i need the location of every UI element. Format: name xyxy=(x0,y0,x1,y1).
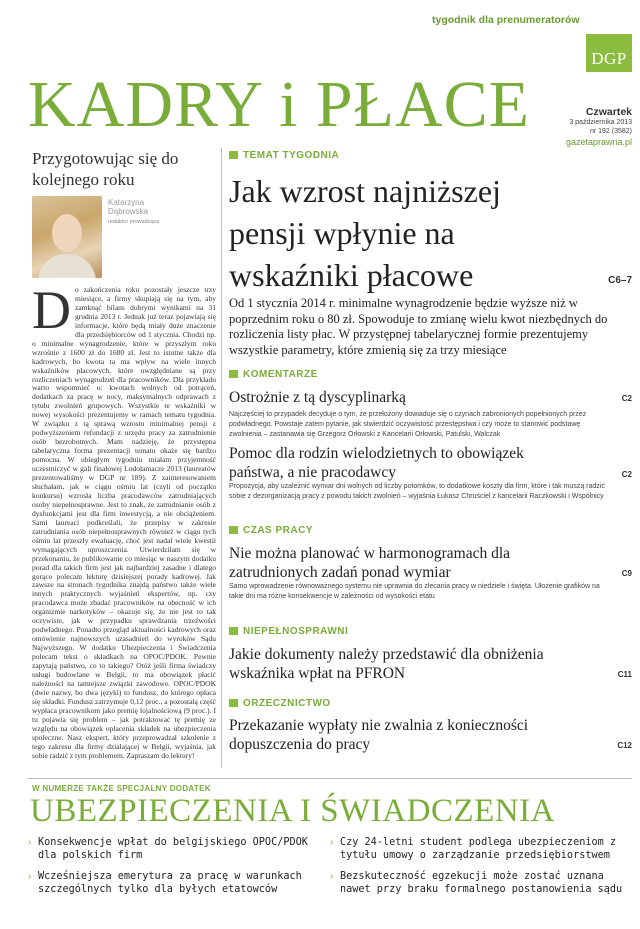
supplement-item[interactable] xyxy=(28,870,318,896)
issue-date: 3 października 2013 xyxy=(569,119,632,126)
main-headline[interactable]: Jak wzrost najniższej pensji wpłynie na wskaźniki płacowe xyxy=(229,173,501,293)
supplement-title[interactable]: UBEZPIECZENIA I ŚWIADCZENIA xyxy=(30,793,555,829)
photo-shoulders xyxy=(38,254,96,278)
editorial-title: Przygotowując się do kolejnego roku xyxy=(32,149,179,189)
author-role: redaktor prowadząca xyxy=(108,219,160,225)
article-page-ref: C2 xyxy=(621,470,632,479)
section-label-komentarze: KOMENTARZE xyxy=(229,369,318,380)
masthead-title: KADRY i PŁACE xyxy=(28,68,530,141)
article-summary: Samo wprowadzenie równoważnego systemu nie uprawnia do zlecania pracy w niedziele i święta. Ułożenie grafików na takie dni ma różne konsekwencje w zależności od wysokości etatu xyxy=(229,583,600,600)
supplement-item-text: Bezskuteczność egzekucji może zostać uznana nawet przy braku formalnego postanowienia sądu xyxy=(340,871,623,895)
dgp-logo[interactable]: DGP xyxy=(586,34,632,72)
article-page-ref: C9 xyxy=(621,569,632,578)
supplement-item-text: Czy 24-letni student podlega ubezpieczeniom z tytułu umowy o zarządzanie przedsiębiorstwem xyxy=(340,837,617,861)
article-headline[interactable]: Jakie dokumenty należy przedstawić dla obniżenia wskaźnika wpłat na PFRON xyxy=(229,646,544,682)
photo-face xyxy=(52,214,82,252)
chevron-right-icon: › xyxy=(28,837,32,848)
drop-cap: D xyxy=(32,280,71,340)
chevron-right-icon: › xyxy=(28,871,32,882)
supplement-divider xyxy=(28,778,632,779)
article-headline[interactable]: Nie można planować w harmonogramach dla zatrudnionych zadań ponad wymiar xyxy=(229,545,511,581)
supplement-item-text: Konsekwencje wpłat do belgijskiego OPOC/PDOK dla polskich firm xyxy=(38,837,308,861)
section-label-orzecznictwo: ORZECZNICTWO xyxy=(229,698,331,709)
author-block xyxy=(108,198,168,225)
main-lead: Od 1 stycznia 2014 r. minimalne wynagrodzenie będzie wyższe niż w poprzednim roku o 80 zł. Spowoduje to zmianę wielu kwot niezbędnych do rozliczenia listy płac. W przystępnej tabelarycznej formie prezentujemy wszystkie parametry, które zmienią się za trzy miesiące xyxy=(229,296,608,357)
editorial-body xyxy=(32,280,216,761)
column-divider xyxy=(221,148,222,768)
supplement-label: W NUMERZE TAKŻE SPECJALNY DODATEK xyxy=(32,784,211,793)
section-label-niepelnosprawni: NIEPEŁNOSPRAWNI xyxy=(229,626,348,637)
chevron-right-icon: › xyxy=(330,837,334,848)
article-summary: Propozycja, aby uzależnić wymiar dni wolnych od liczby potomków, to dodatkowe koszty dla firm, które i tak muszą radzić sobie z dezorganizacją pracy z powodu takich zwolnień – wyjaśnia Łukasz Chruściel z kancelarii Raczkowski i Wspólnicy xyxy=(229,483,605,500)
section-label-main: TEMAT TYGODNIA xyxy=(229,150,339,161)
website-link[interactable]: gazetaprawna.pl xyxy=(565,137,632,147)
section-label-czas-pracy: CZAS PRACY xyxy=(229,525,313,536)
issue-day: Czwartek xyxy=(585,106,632,118)
author-name: Katarzyna Dąbrowska xyxy=(108,198,149,216)
article-headline[interactable]: Przekazanie wypłaty nie zwalnia z konieczności dopuszczenia do pracy xyxy=(229,717,529,753)
issue-number: nr 192 (3582) xyxy=(589,128,632,135)
tagline: tygodnik dla prenumeratorów xyxy=(432,14,580,26)
article-headline[interactable]: Ostrożnie z tą dyscyplinarką xyxy=(229,389,406,406)
supplement-item[interactable] xyxy=(330,870,632,896)
article-headline[interactable]: Pomoc dla rodzin wielodzietnych to obowiązek państwa, a nie pracodawcy xyxy=(229,445,524,481)
issue-info xyxy=(566,106,632,147)
supplement-item[interactable] xyxy=(28,836,318,862)
main-page-ref: C6–7 xyxy=(608,275,632,286)
article-page-ref: C11 xyxy=(617,670,632,679)
editorial-column xyxy=(28,148,216,760)
article-summary: Najczęściej to przypadek decyduje o tym, że przełożony dowiaduje się o czynach zabronionych popełnionych przez podwładnego. Powstaje zatem pytanie, jak stwierdzić oczywistość przestępstwa i czy może to stanowić podstawę zwolnienia – zastanawia się Grzegorz Orłowski z Kancelarii Orłowski, Patulski, Walczak xyxy=(229,411,587,438)
supplement-item[interactable] xyxy=(330,836,632,862)
chevron-right-icon: › xyxy=(330,871,334,882)
supplement-item-text: Wcześniejsza emerytura za pracę w warunkach szczególnych tylko dla byłych etatowców xyxy=(38,871,302,895)
article-page-ref: C2 xyxy=(621,394,632,403)
editorial-text: o zakończenia roku pozostały jeszcze trzy miesiące, a firmy skupiają się na tym, aby zamknąć bilans dobrymi wynikami na 31 grudnia 2013 r. Jednak już teraz pojawiają się informacje, które będą miały duże znaczenie dla przedsiębiorców od 1 stycznia. Chodzi np. o minimalne wynagrodzenie, które w przyszłym roku wzrośnie z 1600 zł do 1680 zł. Jest to istotne także dla kadrowych, bo kwota ta ma wpływ na wiele innych wskaźników płacowych, które uwzględniane są przy rozliczeniach wynagrodzeń dla pracowników. Dla przykładu warto wspomnieć o: kwotach wolnych od potrąceń, dodatkach za pracę w nocy, maksymalnych odprawach z tytułu zwolnień grupowych. Wszystkie te wskaźniki w nowej wysokości prezentujemy w ramach tematu tygodnia. W związku z tą sprawą wzrostu minimalnej pensji z podwyższeniem refundacji z urzędu pracy za zatrudnienie osób bezrobotnych. Mam nadzieję, że przystępna tabelaryczna forma prezentacji tematu okaże się bardzo pomocna. W ubiegłym tygodniu miałam przyjemność uczestniczyć w gali finałowej Lodołamacze 2013 (laureatów prezentowaliśmy w DGP nr 189). Z zainteresowaniem słuchałam, jak w ciągu ośmiu lat (czyli od początku konkursu) wzrosła liczba pracodawców zatrudniających osoby niepełnosprawne. Jest to znak, że zatrudnianie osób z dysfunkcjami jest dla firm inwestycją, a nie obciążeniem. Sami laureaci podkreślali, że przepisy w zakresie zatrudniania osób niepełnosprawnych również w ciągu tych ośmiu lat przeszły ewaluację, choć jest nadal wiele kwestii wymagających uproszczenia. Utwierdziłam się w przekonaniu, że publikowanie co miesiąc w naszym dodatku porad dla takich firm jest jak najbardziej zasadne i dlatego gorąco polecam lekturę dzisiejszej porady kadrowej. Jak zawsze na stronach tygodnika znajdą państwo także wiele innych praktycznych wyjaśnień ekspertów, np. czy pracodawca może zbadać pracowników na obecność w ich organizmie narkotyków – okazuje się, że nie jest to tak oczywiste, jak w przypadku sprawdzania trzeźwości podwładnego. Ponadto przegląd aktualności kadrowych oraz omówienie najnowszych uzasadnień do wyroków Sądu Najwyższego. W dodatku Ubezpieczenia i Świadczenia polecam tekst o składkach na OPOC/PDOK. Pewnie zapytają państwo, co to takiego? Otóż jeśli firma świadczy usługi budowlane w Belgii, to ma obowiązek płacić należności na tamtejsze związki zawodowe. OPOC/PDOK (dwie nazwy, bo dwa języki) to fundusz, do którego opłaca się składki. Fundusz zatrzymuje 0,12 proc., a pozostałą część wypłaca pracownikom jako premię lojalnościową (9 proc.). I tu pojawia się problem – jak potraktować tę premię ze względu na obowiązek opłacenia składek na ubezpieczenia społeczne. Nasz ekspert, który przeprowadzał szkolenie z tego zakresu dla firmy działającej w Belgii, wyjaśnia, jak sobie radzić z tym problemem. Zapraszam do lektury! xyxy=(32,285,216,760)
article-page-ref: C12 xyxy=(617,741,632,750)
author-photo xyxy=(32,196,102,278)
